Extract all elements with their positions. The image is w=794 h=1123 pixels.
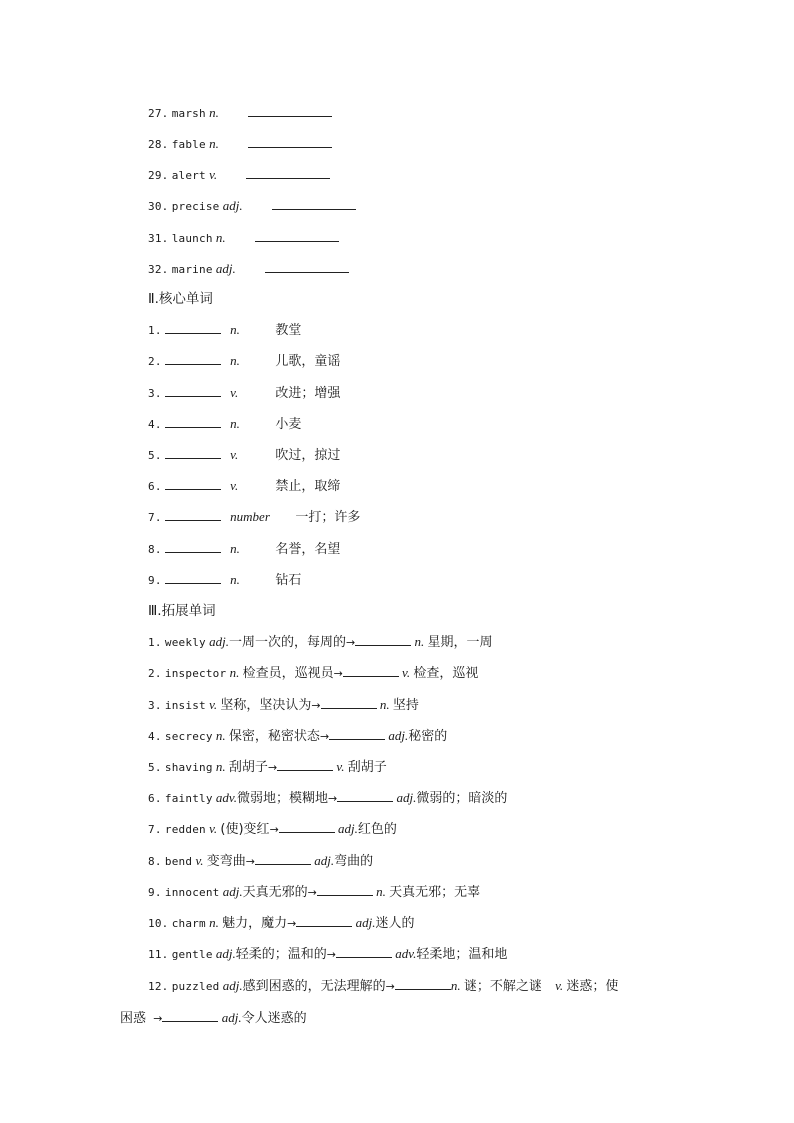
answer-blank[interactable] [355, 633, 411, 646]
item-number: 6. [148, 792, 162, 805]
item-word: marine [171, 263, 213, 276]
item-pos: v. [195, 853, 204, 868]
ext-item-6 [148, 789, 507, 808]
answer-blank[interactable] [317, 883, 373, 896]
item-meaning: 儿歌，童谣 [275, 354, 341, 369]
item-meaning: 天真无邪的 [242, 885, 308, 900]
item-number: 1. [148, 636, 162, 649]
vocab-item-31 [148, 229, 339, 248]
item-pos: v. [209, 167, 218, 182]
item-pos2: adj. [396, 790, 417, 805]
core-item-3 [148, 384, 340, 403]
arrow-icon: → [345, 636, 356, 649]
arrow-icon: → [328, 792, 338, 805]
item-meaning2: 天真无邪；无辜 [389, 885, 481, 900]
item-pos: n. [209, 136, 219, 151]
item-word: insist [164, 699, 206, 712]
item-number: 32. [148, 263, 169, 276]
item-word: marsh [171, 107, 206, 120]
item-meaning: 微弱地；模糊地 [236, 791, 328, 806]
item-meaning2: 轻柔地；温和地 [416, 947, 508, 962]
item-word: launch [171, 232, 213, 245]
item-pos2: n. [379, 697, 390, 712]
item-word: inspector [164, 667, 227, 680]
ext-item-2 [148, 664, 478, 683]
answer-blank[interactable] [395, 977, 451, 990]
item-pos: n. [230, 541, 240, 556]
item-number: 2. [148, 667, 162, 680]
item-pos: n. [230, 353, 240, 368]
item-number: 6. [148, 480, 162, 493]
item-meaning2: 检查，巡视 [413, 666, 479, 681]
item-word: charm [171, 917, 206, 930]
core-item-4 [148, 415, 301, 434]
item-meaning: 保密，秘密状态 [228, 729, 320, 744]
ext-item-1 [148, 633, 492, 652]
item-word: alert [171, 169, 206, 182]
item-word: bend [164, 855, 193, 868]
ext-item-12 [148, 977, 618, 996]
item-pos: n. [215, 759, 226, 774]
item-number: 4. [148, 730, 162, 743]
item-meaning: 一周一次的，每周的 [228, 635, 346, 650]
item-meaning2: 迷人的 [375, 916, 415, 931]
ext-item-5 [148, 758, 387, 777]
item-word: precise [171, 200, 220, 213]
core-item-2 [148, 352, 340, 371]
item-meaning2: 坚持 [392, 698, 419, 713]
item-number: 12. [148, 980, 169, 993]
item-pos2: v. [402, 665, 411, 680]
answer-blank[interactable] [165, 415, 221, 428]
answer-blank[interactable] [246, 166, 330, 179]
answer-blank[interactable] [279, 820, 335, 833]
item-pos: adj. [222, 978, 243, 993]
item-meaning: 轻柔的；温和的 [235, 947, 327, 962]
arrow-icon: → [267, 761, 278, 774]
arrow-icon: → [326, 948, 337, 961]
item-number: 30. [148, 200, 169, 213]
item-pos: v. [230, 447, 239, 462]
item-cont-text: 困惑 [120, 1011, 147, 1026]
item-pos: n. [230, 322, 240, 337]
item-meaning: 教堂 [275, 323, 302, 338]
section-heading-core: Ⅱ.核心单词 [148, 291, 213, 307]
answer-blank[interactable] [165, 540, 221, 553]
item-meaning: 吹过，掠过 [275, 448, 341, 463]
item-pos4: adj. [221, 1010, 242, 1025]
item-meaning4: 令人迷惑的 [241, 1011, 307, 1026]
item-number: 4. [148, 418, 162, 431]
item-meaning: 名誉，名望 [275, 542, 341, 557]
answer-blank[interactable] [165, 352, 221, 365]
item-pos: adj. [215, 946, 236, 961]
answer-blank[interactable] [329, 727, 385, 740]
arrow-icon: → [269, 823, 279, 836]
item-pos: n. [215, 728, 226, 743]
vocab-item-27 [148, 104, 332, 123]
item-pos: n. [209, 105, 219, 120]
item-pos: v. [230, 478, 239, 493]
arrow-icon: → [153, 1012, 163, 1025]
item-pos: v. [209, 821, 218, 836]
vocab-item-32 [148, 260, 349, 279]
item-word: puzzled [171, 980, 220, 993]
core-item-9 [148, 571, 301, 590]
ext-item-11 [148, 945, 507, 964]
item-pos: v. [230, 385, 239, 400]
item-pos2: n. [450, 978, 461, 993]
answer-blank[interactable] [165, 446, 221, 459]
item-word: innocent [164, 886, 220, 899]
item-meaning: 感到困惑的，无法理解的 [242, 979, 386, 994]
answer-blank[interactable] [165, 384, 221, 397]
item-pos: n. [215, 230, 226, 245]
item-word: shaving [164, 761, 213, 774]
item-number: 10. [148, 917, 169, 930]
item-pos2: v. [336, 759, 345, 774]
item-number: 31. [148, 232, 169, 245]
item-meaning: (使)变红 [220, 822, 270, 837]
item-pos2: n. [376, 884, 386, 899]
answer-blank[interactable] [165, 477, 221, 490]
item-meaning: 变弯曲 [206, 854, 246, 869]
item-number: 11. [148, 948, 169, 961]
core-item-1 [148, 321, 301, 340]
item-pos3: v. [555, 978, 564, 993]
answer-blank[interactable] [162, 1009, 218, 1022]
arrow-icon: → [307, 886, 317, 899]
answer-blank[interactable] [265, 260, 349, 273]
ext-item-4 [148, 727, 447, 746]
item-number: 3. [148, 387, 162, 400]
item-number: 7. [148, 511, 162, 524]
answer-blank[interactable] [337, 789, 393, 802]
item-pos: n. [209, 915, 219, 930]
item-pos: adv. [215, 790, 237, 805]
item-number: 9. [148, 574, 162, 587]
arrow-icon: → [287, 917, 297, 930]
item-pos: v. [209, 697, 218, 712]
item-meaning2: 红色的 [357, 822, 397, 837]
item-meaning2: 弯曲的 [334, 854, 374, 869]
answer-blank[interactable] [248, 135, 332, 148]
item-word: faintly [164, 792, 213, 805]
item-number: 29. [148, 169, 169, 182]
arrow-icon: → [245, 855, 255, 868]
item-pos: number [230, 509, 270, 524]
arrow-icon: → [311, 699, 321, 712]
answer-blank[interactable] [343, 664, 399, 677]
answer-blank[interactable] [165, 571, 221, 584]
item-meaning: 检查员，巡视员 [242, 666, 334, 681]
item-pos2: adv. [395, 946, 417, 961]
item-word: fable [171, 138, 206, 151]
answer-blank[interactable] [255, 229, 339, 242]
arrow-icon: → [319, 730, 330, 743]
item-number: 28. [148, 138, 169, 151]
answer-blank[interactable] [165, 508, 221, 521]
answer-blank[interactable] [165, 321, 221, 334]
item-pos: n. [230, 572, 240, 587]
section-heading-extended: Ⅲ.拓展单词 [148, 603, 216, 619]
item-pos: adj. [209, 634, 229, 649]
item-number: 8. [148, 543, 162, 556]
ext-item-3 [148, 696, 419, 715]
item-word: secrecy [164, 730, 213, 743]
item-number: 5. [148, 449, 162, 462]
item-pos2: adj. [314, 853, 335, 868]
answer-blank[interactable] [272, 197, 356, 210]
answer-blank[interactable] [336, 945, 392, 958]
item-meaning: 一打；许多 [295, 510, 361, 525]
item-meaning: 坚称，坚决认为 [220, 698, 312, 713]
item-number: 1. [148, 324, 162, 337]
item-meaning: 小麦 [275, 417, 302, 432]
arrow-icon: → [385, 980, 395, 993]
item-meaning: 刮胡子 [228, 760, 268, 775]
item-meaning2: 秘密的 [408, 729, 448, 744]
item-meaning2: 星期，一周 [427, 635, 493, 650]
item-pos2: adj. [388, 728, 409, 743]
item-meaning: 钻石 [275, 573, 302, 588]
item-number: 7. [148, 823, 162, 836]
ext-item-10 [148, 914, 414, 933]
item-word: redden [164, 823, 206, 836]
vocab-item-30 [148, 197, 356, 216]
item-number: 3. [148, 699, 162, 712]
item-pos2: adj. [355, 915, 376, 930]
item-number: 5. [148, 761, 162, 774]
item-meaning: 改进；增强 [275, 386, 341, 401]
answer-blank[interactable] [277, 758, 333, 771]
item-meaning2: 刮胡子 [347, 760, 387, 775]
ext-item-12-continued [120, 1009, 307, 1028]
item-pos: adj. [215, 261, 236, 276]
answer-blank[interactable] [248, 104, 332, 117]
item-pos: adj. [222, 198, 243, 213]
item-word: weekly [164, 636, 206, 649]
item-meaning: 魅力，魔力 [222, 916, 288, 931]
item-pos2: adj. [338, 821, 358, 836]
core-item-7 [148, 508, 360, 527]
item-pos: n. [230, 416, 240, 431]
item-word: gentle [171, 948, 213, 961]
answer-blank[interactable] [321, 696, 377, 709]
arrow-icon: → [333, 667, 343, 680]
item-pos: adj. [222, 884, 243, 899]
item-number: 27. [148, 107, 169, 120]
answer-blank[interactable] [296, 914, 352, 927]
item-number: 2. [148, 355, 162, 368]
item-pos: n. [229, 665, 240, 680]
core-item-8 [148, 540, 340, 559]
item-meaning3: 迷惑；使 [566, 979, 619, 994]
ext-item-7 [148, 820, 397, 839]
item-number: 8. [148, 855, 162, 868]
core-item-6 [148, 477, 340, 496]
item-meaning2: 微弱的；暗淡的 [416, 791, 508, 806]
answer-blank[interactable] [255, 852, 311, 865]
item-meaning2: 谜；不解之谜 [463, 979, 542, 994]
core-item-5 [148, 446, 340, 465]
vocab-item-29 [148, 166, 330, 185]
ext-item-9 [148, 883, 480, 902]
ext-item-8 [148, 852, 373, 871]
vocab-item-28 [148, 135, 332, 154]
item-number: 9. [148, 886, 162, 899]
item-meaning: 禁止，取缔 [275, 479, 341, 494]
item-pos2: n. [414, 634, 425, 649]
